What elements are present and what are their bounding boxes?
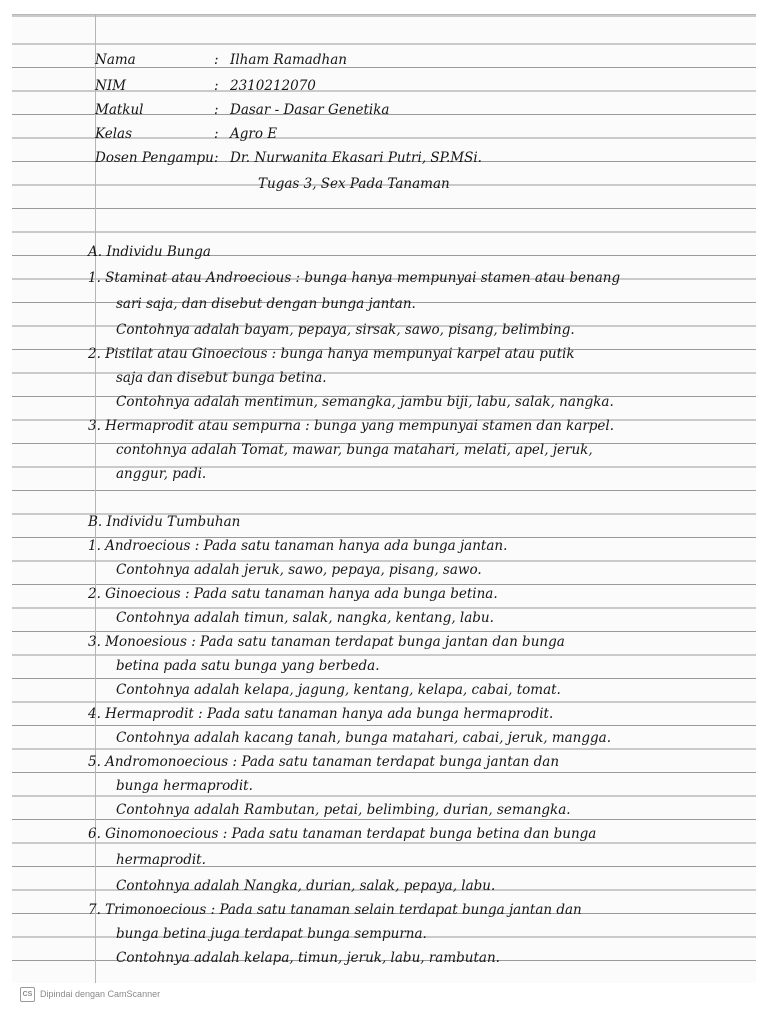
note-line: Contohnya adalah Rambutan, petai, belimbing, durian, semangka.: [116, 802, 571, 818]
header-label: Matkul: [95, 102, 144, 118]
header-label: NIM: [95, 78, 126, 94]
header-value: Dasar - Dasar Genetika: [230, 102, 390, 118]
header-sep: :: [214, 78, 219, 94]
header-sep: :: [214, 52, 219, 68]
watermark-text: Dipindai dengan CamScanner: [40, 989, 161, 999]
note-line: hermaprodit.: [116, 852, 206, 868]
note-line: 2. Pistilat atau Ginoecious : bunga hanya mempunyai karpel atau putik: [88, 346, 575, 362]
note-line: Contohnya adalah kacang tanah, bunga matahari, cabai, jeruk, mangga.: [116, 730, 611, 746]
note-line: Contohnya adalah timun, salak, nangka, kentang, labu.: [116, 610, 494, 626]
note-line: 1. Staminat atau Androecious : bunga hanya mempunyai stamen atau benang: [88, 270, 621, 286]
note-line: bunga hermaprodit.: [116, 778, 253, 794]
note-line: Contohnya adalah mentimun, semangka, jambu biji, labu, salak, nangka.: [116, 394, 614, 410]
section-heading: B. Individu Tumbuhan: [88, 514, 241, 530]
note-line: sari saja, dan disebut dengan bunga jantan.: [116, 296, 416, 312]
note-line: anggur, padi.: [116, 466, 207, 482]
note-line: Contohnya adalah jeruk, sawo, pepaya, pisang, sawo.: [116, 562, 482, 578]
header-value: Dr. Nurwanita Ekasari Putri, SP.MSi.: [230, 150, 482, 166]
header-value: Ilham Ramadhan: [230, 52, 347, 68]
header-label: Nama: [95, 52, 136, 68]
note-line: Contohnya adalah bayam, pepaya, sirsak, sawo, pisang, belimbing.: [116, 322, 575, 338]
note-line: 7. Trimonoecious : Pada satu tanaman selain terdapat bunga jantan dan: [88, 902, 582, 918]
camscanner-logo-icon: CS: [20, 987, 35, 1002]
header-sep: :: [214, 102, 219, 118]
note-line: saja dan disebut bunga betina.: [116, 370, 327, 386]
section-heading: A. Individu Bunga: [88, 244, 211, 260]
note-line: betina pada satu bunga yang berbeda.: [116, 658, 380, 674]
note-line: 2. Ginoecious : Pada satu tanaman hanya ada bunga betina.: [88, 586, 498, 602]
note-line: 1. Androecious : Pada satu tanaman hanya ada bunga jantan.: [88, 538, 508, 554]
note-line: 3. Monoesious : Pada satu tanaman terdapat bunga jantan dan bunga: [88, 634, 565, 650]
header-value: Agro E: [230, 126, 278, 142]
note-line: 4. Hermaprodit : Pada satu tanaman hanya ada bunga hermaprodit.: [88, 706, 554, 722]
note-line: 5. Andromonoecious : Pada satu tanaman terdapat bunga jantan dan: [88, 754, 560, 770]
header-label: Kelas: [95, 126, 133, 142]
header-value: 2310212070: [230, 78, 316, 94]
note-line: Contohnya adalah kelapa, timun, jeruk, labu, rambutan.: [116, 950, 500, 966]
note-line: 3. Hermaprodit atau sempurna : bunga yang mempunyai stamen dan karpel.: [88, 418, 615, 434]
note-line: 6. Ginomonoecious : Pada satu tanaman terdapat bunga betina dan bunga: [88, 826, 597, 842]
note-line: Contohnya adalah Nangka, durian, salak, pepaya, labu.: [116, 878, 496, 894]
note-line: bunga betina juga terdapat bunga sempurna.: [116, 926, 427, 942]
header-label: Dosen Pengampu: [95, 150, 214, 166]
note-line: contohnya adalah Tomat, mawar, bunga matahari, melati, apel, jeruk,: [116, 442, 593, 458]
note-line: Contohnya adalah kelapa, jagung, kentang, kelapa, cabai, tomat.: [116, 682, 561, 698]
task-title: Tugas 3, Sex Pada Tanaman: [258, 176, 450, 192]
scanner-watermark: [20, 986, 160, 1002]
header-sep: :: [214, 126, 219, 142]
header-sep: :: [214, 150, 219, 166]
